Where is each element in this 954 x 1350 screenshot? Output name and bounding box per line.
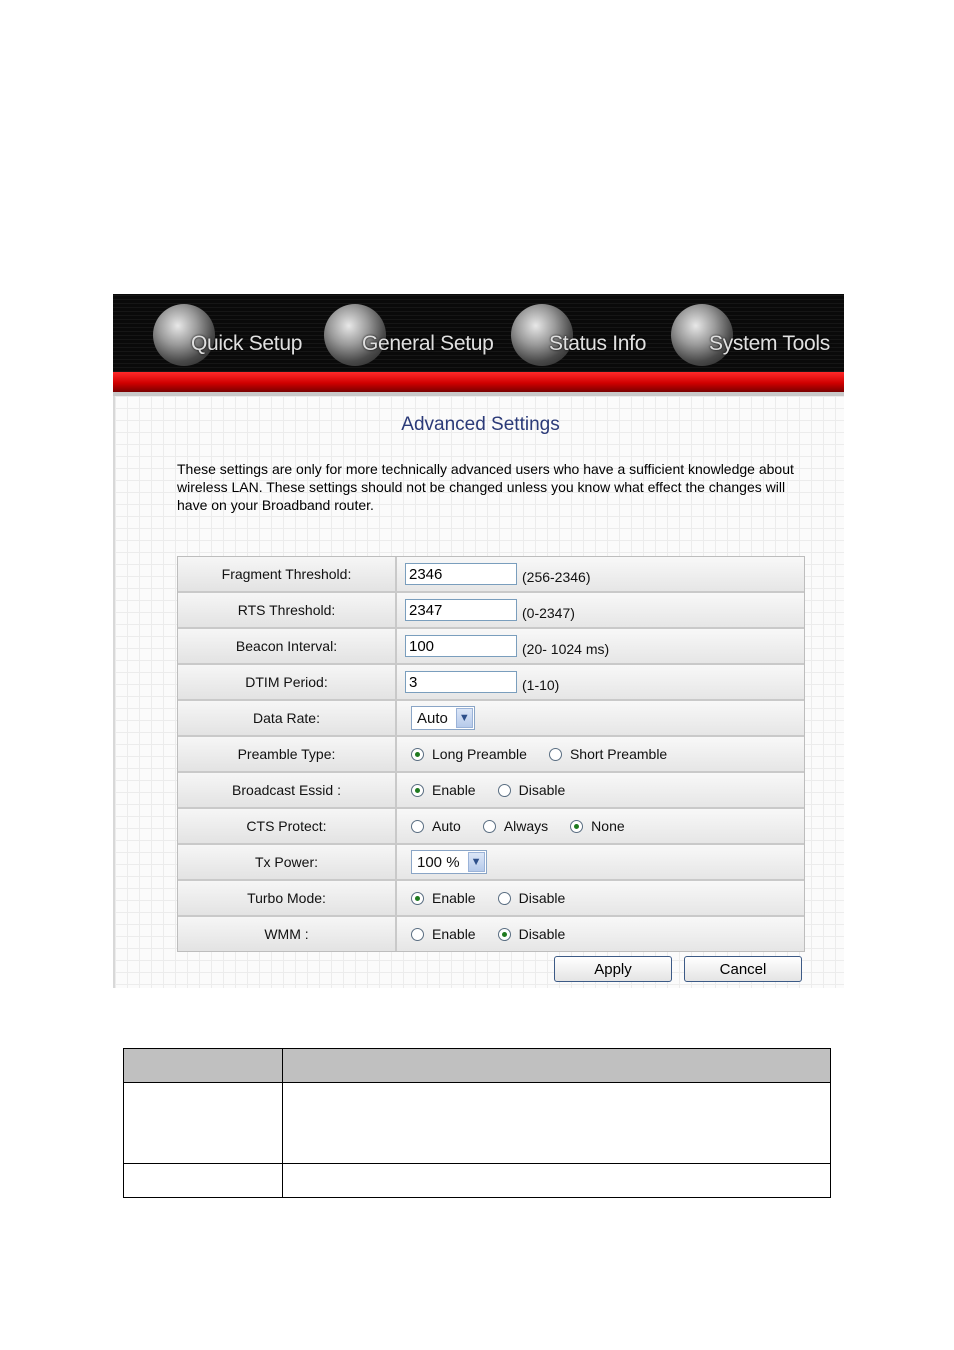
- row-data-rate: [178, 699, 804, 735]
- radio-label: Disable: [518, 782, 566, 798]
- radio-selected-icon: [411, 748, 424, 761]
- radio-label: Short Preamble: [569, 746, 668, 762]
- cts-always-radio[interactable]: [483, 818, 548, 834]
- preamble-long-radio[interactable]: [411, 746, 527, 762]
- field-label: RTS Threshold:: [178, 593, 397, 627]
- radio-label: Enable: [432, 926, 476, 942]
- form-buttons: [115, 956, 844, 984]
- nav-label: System Tools: [709, 332, 830, 355]
- nav-system-tools[interactable]: [671, 304, 830, 366]
- tx-power-select[interactable]: [411, 850, 487, 874]
- intro-text: These settings are only for more technically advanced users who have a sufficient knowledge about wireless LAN. These settings should not be changed unless you know what effect the changes will have on your Broadband router.: [177, 461, 794, 513]
- description-table: [123, 1048, 831, 1198]
- wmm-disable-radio[interactable]: [498, 926, 566, 942]
- content-panel: [113, 396, 844, 988]
- nav-quick-setup[interactable]: [153, 304, 302, 366]
- field-label: Fragment Threshold:: [178, 557, 397, 591]
- radio-selected-icon: [411, 784, 424, 797]
- broadcast-enable-radio[interactable]: [411, 782, 476, 798]
- page-title: Advanced Settings: [401, 414, 560, 435]
- radio-empty-icon: [498, 784, 511, 797]
- beacon-interval-input[interactable]: [405, 635, 517, 657]
- field-label: Preamble Type:: [178, 737, 397, 771]
- preamble-short-radio[interactable]: [549, 746, 667, 762]
- range-hint: (256-2346): [522, 569, 591, 585]
- top-nav: [113, 294, 844, 372]
- row-wmm: [178, 915, 804, 951]
- select-value: 100 %: [417, 853, 460, 871]
- rts-threshold-input[interactable]: [405, 599, 517, 621]
- radio-empty-icon: [411, 928, 424, 941]
- row-dtim-period: [178, 663, 804, 699]
- nav-general-setup[interactable]: [324, 304, 494, 366]
- radio-empty-icon: [411, 820, 424, 833]
- field-label: Beacon Interval:: [178, 629, 397, 663]
- radio-label: None: [591, 818, 625, 834]
- radio-selected-icon: [498, 928, 511, 941]
- row-beacon-interval: [178, 627, 804, 663]
- table-row: [124, 1083, 831, 1164]
- nav-label: General Setup: [362, 332, 494, 355]
- row-fragment-threshold: [178, 557, 804, 591]
- data-rate-select[interactable]: [411, 706, 475, 730]
- nav-status-info[interactable]: [511, 304, 646, 366]
- radio-selected-icon: [570, 820, 583, 833]
- fragment-threshold-input[interactable]: [405, 563, 517, 585]
- wmm-enable-radio[interactable]: [411, 926, 476, 942]
- radio-label: Enable: [432, 782, 476, 798]
- field-label: Broadcast Essid :: [178, 773, 397, 807]
- select-value: Auto: [417, 709, 448, 727]
- range-hint: (0-2347): [522, 605, 575, 621]
- nav-label: Status Info: [549, 332, 647, 355]
- table-cell: [124, 1083, 283, 1164]
- radio-label: Long Preamble: [432, 746, 527, 762]
- cts-none-radio[interactable]: [570, 818, 624, 834]
- range-hint: (1-10): [522, 677, 560, 693]
- table-header-cell: [283, 1049, 831, 1083]
- field-label: WMM :: [178, 917, 397, 951]
- row-preamble-type: [178, 735, 804, 771]
- field-label: Turbo Mode:: [178, 881, 397, 915]
- router-admin-screenshot: [113, 294, 844, 988]
- radio-empty-icon: [483, 820, 496, 833]
- settings-form: [177, 556, 805, 952]
- radio-empty-icon: [498, 892, 511, 905]
- radio-label: Disable: [518, 926, 566, 942]
- turbo-enable-radio[interactable]: [411, 890, 476, 906]
- field-label: CTS Protect:: [178, 809, 397, 843]
- radio-label: Auto: [432, 818, 461, 834]
- nav-label: Quick Setup: [191, 332, 303, 355]
- field-label: DTIM Period:: [178, 665, 397, 699]
- radio-label: Enable: [432, 890, 476, 906]
- broadcast-disable-radio[interactable]: [498, 782, 566, 798]
- table-header-cell: [124, 1049, 283, 1083]
- field-label: Tx Power:: [178, 845, 397, 879]
- table-cell: [124, 1164, 283, 1198]
- turbo-disable-radio[interactable]: [498, 890, 566, 906]
- table-cell: [283, 1083, 831, 1164]
- range-hint: (20- 1024 ms): [522, 641, 610, 657]
- row-tx-power: [178, 843, 804, 879]
- cancel-button[interactable]: Cancel: [684, 956, 802, 982]
- radio-label: Always: [503, 818, 549, 834]
- chevron-down-icon[interactable]: ▼: [456, 708, 473, 728]
- chevron-down-icon[interactable]: ▼: [468, 852, 485, 872]
- radio-selected-icon: [411, 892, 424, 905]
- apply-button[interactable]: Apply: [554, 956, 672, 982]
- field-label: Data Rate:: [178, 701, 397, 735]
- table-row: [124, 1164, 831, 1198]
- table-cell: [283, 1164, 831, 1198]
- row-rts-threshold: [178, 591, 804, 627]
- cts-auto-radio[interactable]: [411, 818, 461, 834]
- row-broadcast-essid: [178, 771, 804, 807]
- row-cts-protect: [178, 807, 804, 843]
- table-header-row: [124, 1049, 831, 1083]
- radio-label: Disable: [518, 890, 566, 906]
- row-turbo-mode: [178, 879, 804, 915]
- red-accent-bar: [113, 372, 844, 392]
- radio-empty-icon: [549, 748, 562, 761]
- dtim-period-input[interactable]: [405, 671, 517, 693]
